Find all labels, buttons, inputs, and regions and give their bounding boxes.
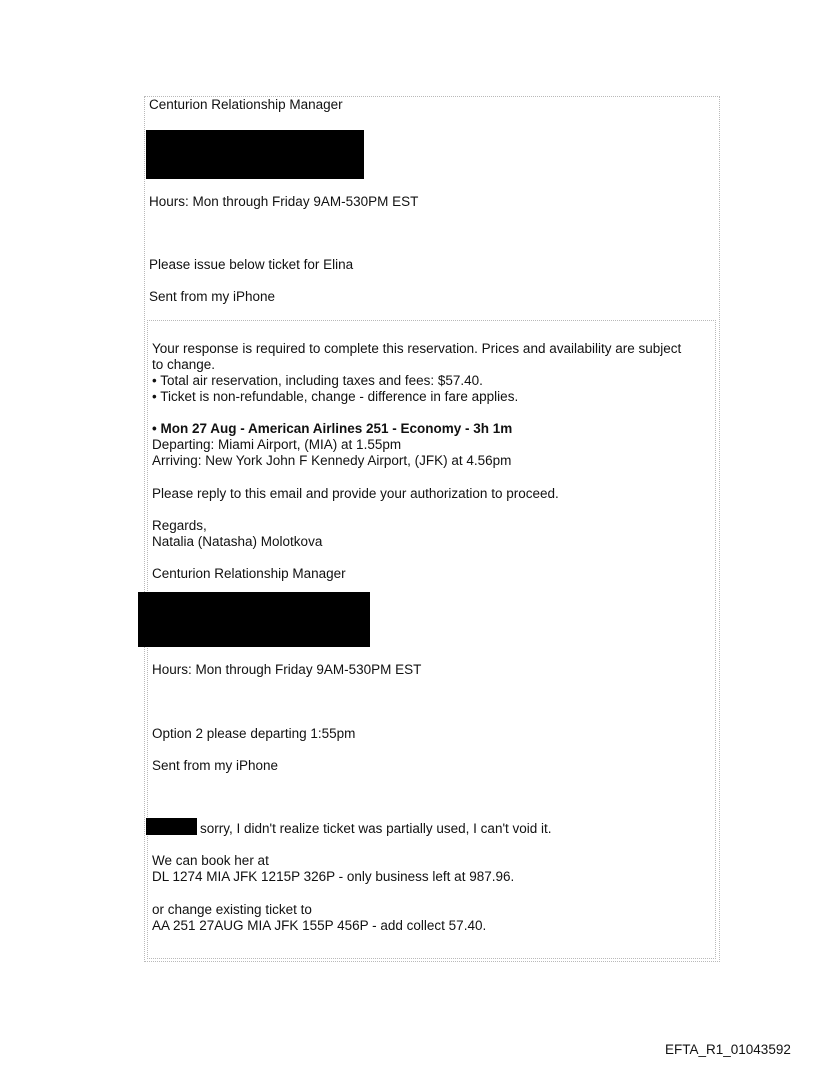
ticket-request: Please issue below ticket for Elina [149, 257, 354, 272]
relationship-manager-title: Centurion Relationship Manager [149, 97, 343, 112]
sent-from-iphone: Sent from my iPhone [152, 758, 279, 773]
redacted-name [146, 818, 197, 835]
sent-from-iphone: Sent from my iPhone [149, 289, 276, 304]
signature-name: Natalia (Natasha) Molotkova [152, 534, 323, 549]
departing-line: Departing: Miami Airport, (MIA) at 1.55pm [152, 437, 402, 452]
signature-title: Centurion Relationship Manager [152, 566, 346, 581]
option-selection: Option 2 please departing 1:55pm [152, 726, 356, 741]
flight-heading: • Mon 27 Aug - American Airlines 251 - Economy - 3h 1m [152, 421, 513, 436]
change-intro: or change existing ticket to [152, 902, 312, 917]
ticket-terms-bullet: • Ticket is non-refundable, change - difference in fare applies. [152, 389, 519, 404]
authorization-request: Please reply to this email and provide your authorization to proceed. [152, 486, 559, 501]
total-reservation-bullet: • Total air reservation, including taxes and fees: $57.40. [152, 373, 483, 388]
reservation-intro-line2: to change. [152, 357, 216, 372]
hours-text: Hours: Mon through Friday 9AM-530PM EST [152, 662, 422, 677]
arriving-line: Arriving: New York John F Kennedy Airport, (JFK) at 4.56pm [152, 453, 512, 468]
hours-text: Hours: Mon through Friday 9AM-530PM EST [149, 194, 419, 209]
reservation-intro-line1: Your response is required to complete this reservation. Prices and availability are subject [152, 341, 682, 356]
document-id: EFTA_R1_01043592 [665, 1042, 791, 1057]
booking-intro: We can book her at [152, 853, 269, 868]
redacted-contact-block [138, 592, 370, 647]
change-option-american: AA 251 27AUG MIA JFK 155P 456P - add collect 57.40. [152, 918, 487, 933]
apology-line: sorry, I didn't realize ticket was partially used, I can't void it. [200, 821, 552, 836]
redacted-contact-block [146, 130, 364, 179]
regards: Regards, [152, 518, 207, 533]
booking-option-delta: DL 1274 MIA JFK 1215P 326P - only business left at 987.96. [152, 869, 515, 884]
